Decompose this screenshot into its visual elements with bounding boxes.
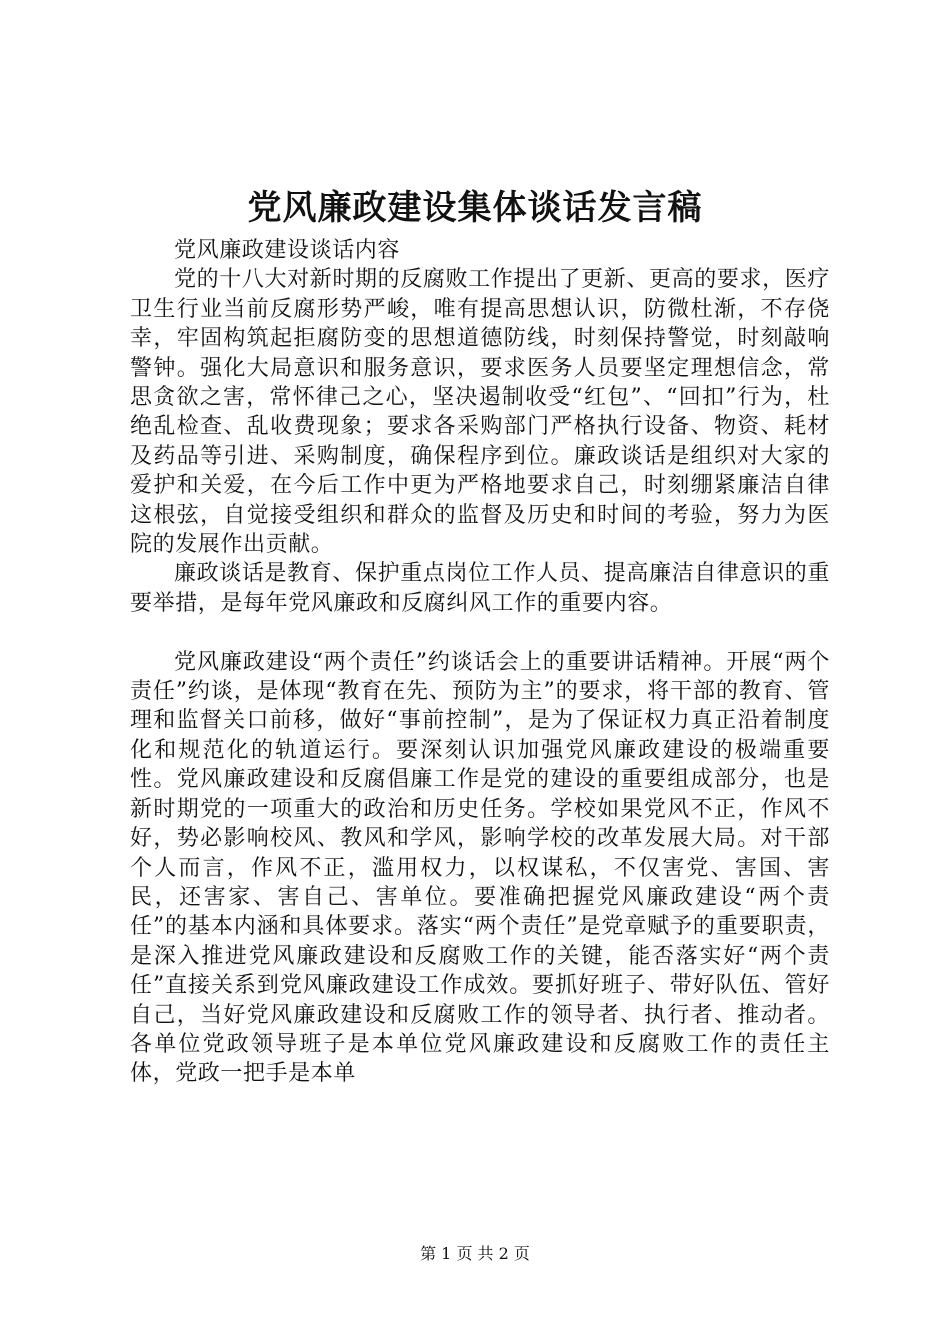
- document-title: 党风廉政建设集体谈话发言稿: [247, 188, 703, 228]
- paragraph-1: 党的十八大对新时期的反腐败工作提出了更新、更高的要求，医疗卫生行业当前反腐形势严峻，唯有提高思想认识，防微杜渐，不存侥幸，牢固构筑起拒腐防变的思想道德防线，时刻保持警觉，时刻敲响警钟。强化大局意识和服务意识，要求医务人员要坚定理想信念，常思贪欲之害，常怀律己之心，坚决遏制收受“红包”、“回扣”行为，杜绝乱检查、乱收费现象；要求各采购部门严格执行设备、物资、耗材及药品等引进、采购制度，确保程序到位。廉政谈话是组织对大家的爱护和关爱，在今后工作中更为严格地要求自己，时刻绷紧廉洁自律这根弦，自觉接受组织和群众的监督及历史和时间的考验，努力为医院的发展作出贡献。: [130, 267, 830, 558]
- paragraph-spacer: [130, 618, 830, 647]
- paragraph-3: 党风廉政建设“两个责任”约谈话会上的重要讲话精神。开展“两个责任”约谈，是体现“教育在先、预防为主”的要求，将干部的教育、管理和监督关口前移，做好“事前控制”，是为了保证权力真正沿着制度化和规范化的轨道运行。要深刻认识加强党风廉政建设的极端重要性。党风廉政建设和反腐倡廉工作是党的建设的重要组成部分，也是新时期党的一项重大的政治和历史任务。学校如果党风不正，作风不好，势必影响校风、教风和学风，影响学校的改革发展大局。对干部个人而言，作风不正，滥用权力，以权谋私，不仅害党、害国、害民，还害家、害自己、害单位。要准确把握党风廉政建设“两个责任”的基本内涵和具体要求。落实“两个责任”是党章赋予的重要职责，是深入推进党风廉政建设和反腐败工作的关键，能否落实好“两个责任”直接关系到党风廉政建设工作成效。要抓好班子、带好队伍、管好自己，当好党风廉政建设和反腐败工作的领导者、执行者、推动者。各单位党政领导班子是本单位党风廉政建设和反腐败工作的责任主体，党政一把手是本单: [130, 649, 830, 1087]
- paragraph-2: 廉政谈话是教育、保护重点岗位工作人员、提高廉洁自律意识的重要举措，是每年党风廉政和反腐纠风工作的重要内容。: [130, 561, 830, 616]
- subheading: 党风廉政建设谈话内容: [174, 238, 401, 263]
- page-footer: 第 1 页 共 2 页: [420, 1244, 530, 1263]
- document-body: [130, 236, 830, 1089]
